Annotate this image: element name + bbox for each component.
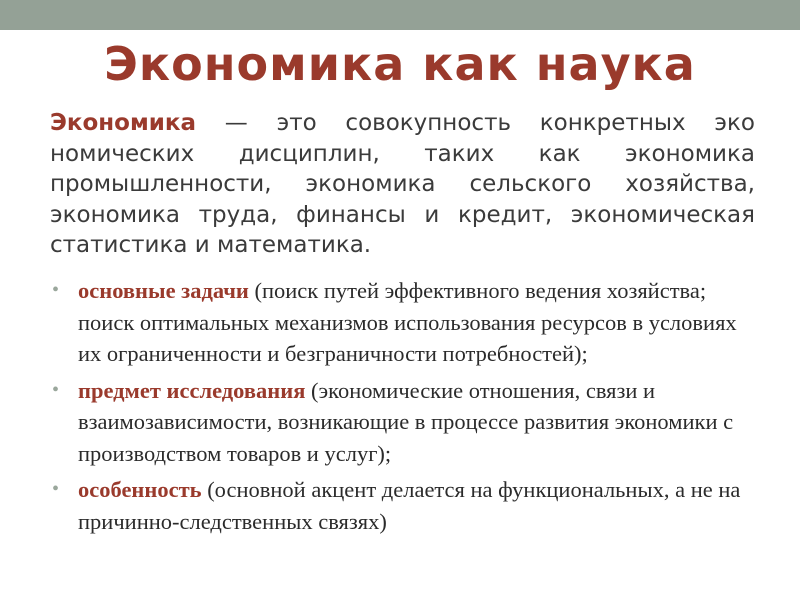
- bullet-key: [78, 477, 202, 502]
- bullet-key-tail: ь: [189, 477, 202, 502]
- bullet-text: (основной акцент делается на функциональных, а не на причинно-следственных связях): [78, 477, 741, 534]
- intro-text: — это совокупность конкретных эко номических дисциплин, таких как экономика промышленности, экономика сельского хозяйства, экономика труда, финансы и кредит, экономическая статистика и математика.: [50, 110, 755, 259]
- top-bar: [0, 0, 800, 30]
- bullet-key: предмет исследования: [78, 377, 306, 403]
- bullet-text: (поиск путей эффективного ведения хозяйства; поиск оптимальных механизмов использования ресурсов в условиях их ограниченности и безграничности потребностей);: [78, 278, 737, 366]
- bullet-dot-icon: •: [52, 378, 60, 401]
- bullet-list: [48, 275, 748, 542]
- bullet-text: (экономические отношения, связи и взаимозависимости, возникающие в процессе развития экономики с производством товаров и услуг);: [78, 377, 734, 466]
- intro-paragraph: [50, 108, 755, 261]
- bullet-dot-icon: •: [52, 478, 60, 500]
- bullet-dot-icon: •: [52, 279, 60, 301]
- slide-title: Экономика как наука: [104, 37, 696, 91]
- list-item: [48, 375, 748, 470]
- bullet-key-main: особенност: [78, 477, 190, 502]
- list-item: [48, 474, 748, 537]
- list-item: [48, 275, 748, 370]
- intro-term: Экономика: [50, 110, 197, 136]
- bullet-key: основные задачи: [78, 278, 249, 303]
